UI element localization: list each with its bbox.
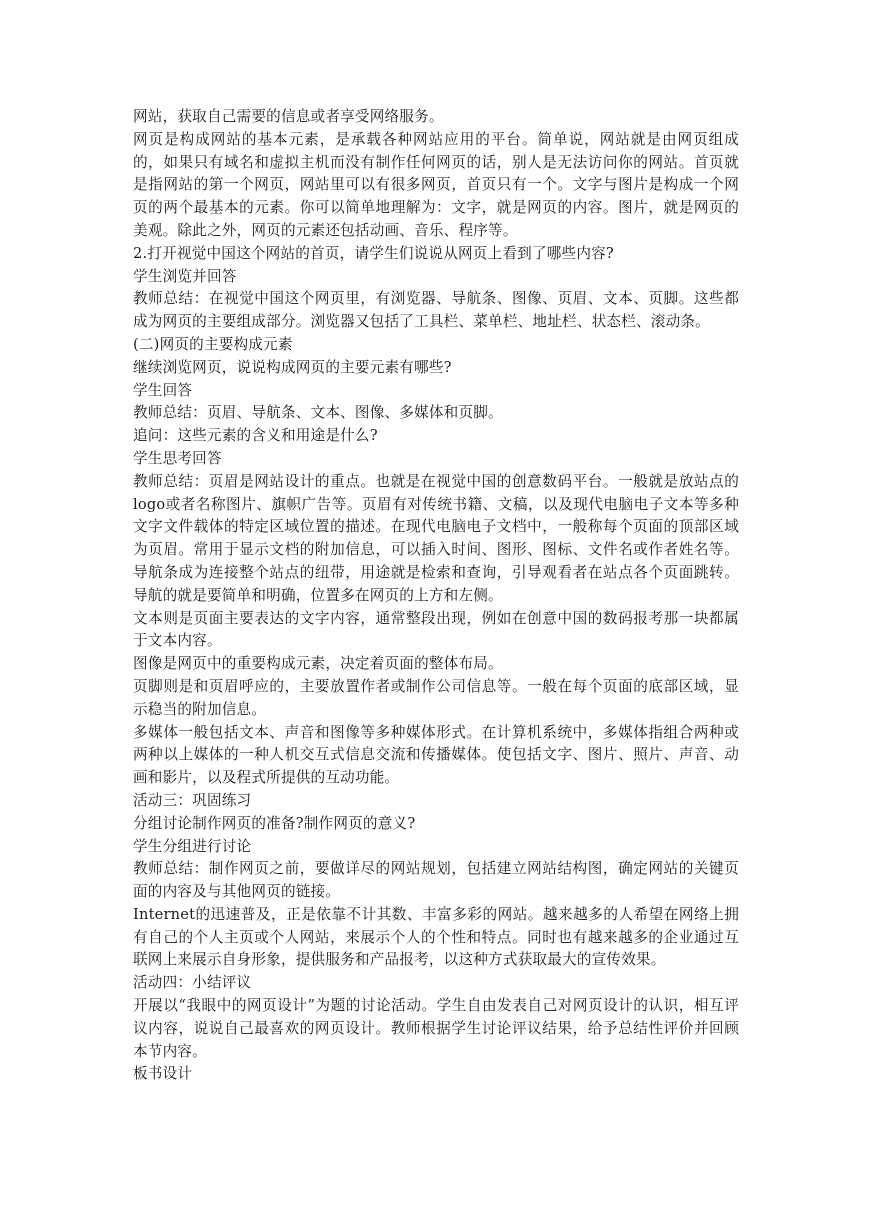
paragraph: 网站，获取自己需要的信息或者享受网络服务。 bbox=[133, 108, 444, 125]
section-heading: (二)网页的主要构成元素 bbox=[133, 335, 293, 353]
paragraph: 多媒体一般包括文本、声音和图像等多种媒体形式。在计算机系统中，多媒体指组合两种或两种以上媒体的一种人机交互式信息交流和传播媒体。使包括文字、图片、照片、声音、动画和影片，以及程式所提供的互动功能。 bbox=[133, 723, 739, 787]
paragraph: 图像是网页中的重要构成元素，决定着页面的整体布局。 bbox=[133, 655, 503, 673]
paragraph: 教师总结：在视觉中国这个网页里，有浏览器、导航条、图像、页眉、文本、页脚。这些都成为网页的主要组成部分。浏览器又包括了工具栏、菜单栏、地址栏、状态栏、滚动条。 bbox=[133, 290, 739, 331]
paragraph: 开展以“我眼中的网页设计”为题的讨论活动。学生自由发表自己对网页设计的认识，相互评议内容，说说自己最喜欢的网页设计。教师根据学生讨论评议结果，给予总结性评价并回顾本节内容。 bbox=[133, 997, 739, 1060]
paragraph: 2.打开视觉中国这个网站的首页，请学生们说说从网页上看到了哪些内容? bbox=[133, 244, 614, 262]
paragraph: 教师总结：页眉、导航条、文本、图像、多媒体和页脚。 bbox=[133, 404, 503, 422]
paragraph: 网页是构成网站的基本元素，是承载各种网站应用的平台。简单说，网站就是由网页组成的，如果只有域名和虚拟主机而没有制作任何网页的话，别人是无法访问你的网站。首页就是指网站的第一个网页，网站里可以有很多网页，首页只有一个。文字与图片是构成一个网页的两个最基本的元素。你可以简单地理解为：文字，就是网页的内容。图片，就是网页的美观。除此之外，网页的元素还包括动画、音乐、程序等。 bbox=[133, 130, 739, 239]
section-heading: 活动三：巩固练习 bbox=[133, 791, 252, 809]
paragraph: 学生思考回答 bbox=[133, 449, 222, 467]
paragraph: 学生分组进行讨论 bbox=[133, 837, 252, 855]
paragraph: 学生回答 bbox=[133, 381, 193, 399]
document-body bbox=[133, 106, 739, 1086]
paragraph: 继续浏览网页，说说构成网页的主要元素有哪些? bbox=[133, 358, 452, 376]
paragraph: 追问：这些元素的含义和用途是什么? bbox=[133, 427, 378, 445]
paragraph: Internet的迅速普及，正是依靠不计其数、丰富多彩的网站。越来越多的人希望在网络上拥有自己的个人主页或个人网站，来展示个人的个性和特点。同时也有越来越多的企业通过互联网上来展示自身形象，提供服务和产品报考，以这种方式获取最大的宣传效果。 bbox=[133, 905, 739, 969]
paragraph: 教师总结：制作网页之前，要做详尽的网站规划，包括建立网站结构图，确定网站的关键页面的内容及与其他网页的链接。 bbox=[133, 860, 739, 901]
paragraph: 文本则是页面主要表达的文字内容，通常整段出现，例如在创意中国的数码报考那一块都属于文本内容。 bbox=[133, 609, 739, 650]
section-heading: 板书设计 bbox=[133, 1065, 193, 1083]
section-heading: 活动四：小结评议 bbox=[133, 974, 252, 992]
paragraph: 教师总结：页眉是网站设计的重点。也就是在视觉中国的创意数码平台。一般就是放站点的logo或者名称图片、旗帜广告等。页眉有对传统书籍、文稿，以及现代电脑电子文本等多种文字文件载体的特定区域位置的描述。在现代电脑电子文档中，一般称每个页面的顶部区域为页眉。常用于显示文档的附加信息，可以插入时间、图形、图标、文件名或作者姓名等。导航条成为连接整个站点的纽带，用途就是检索和查询，引导观看者在站点各个页面跳转。导航的就是要简单和明确，位置多在网页的上方和左侧。 bbox=[133, 472, 739, 604]
paragraph: 页脚则是和页眉呼应的，主要放置作者或制作公司信息等。一般在每个页面的底部区域，显示稳当的附加信息。 bbox=[133, 677, 739, 718]
paragraph: 学生浏览并回答 bbox=[133, 267, 237, 285]
paragraph: 分组讨论制作网页的准备?制作网页的意义? bbox=[133, 814, 416, 832]
